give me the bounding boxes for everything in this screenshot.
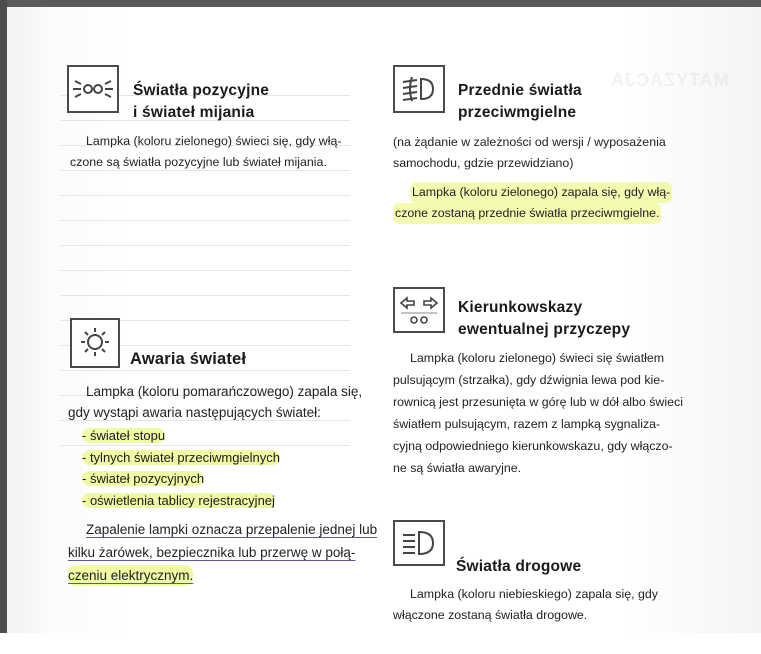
front-fog-sub-1: (na żądanie w zależności od wersji / wyposażenia <box>393 135 666 149</box>
front-fog-sub-2: samochodu, gdzie przewidziano) <box>393 156 574 170</box>
front-fog-lights-icon <box>395 67 443 111</box>
high-beam-icon <box>395 522 443 564</box>
front-fog-title-1: Przednie światła <box>458 82 582 99</box>
turn-signals-text-5: cyjną odpowiedniego kierunkowskazu, gdy włączo- <box>393 439 673 453</box>
light-failure-list <box>76 425 280 511</box>
position-lights-text-1: Lampka (koloru zielonego) świeci się, gdy włą- <box>86 134 342 148</box>
front-fog-text-2: czone zostaną przednie światła przeciwmgielne. <box>393 203 661 224</box>
turn-signals-icon-box <box>393 287 445 333</box>
light-failure-note-3: czeniu elektrycznym. <box>68 565 193 586</box>
turn-signals-title-2: ewentualnej przyczepy <box>458 321 631 338</box>
position-lights-title-2: i świateł mijania <box>133 104 255 121</box>
position-lights-icon-box <box>67 65 119 113</box>
bulb-failure-icon-box <box>70 318 120 368</box>
turn-signals-trailer-icon <box>395 289 443 331</box>
position-lights-text-2: czone są światła pozycyjne lub świateł mijania. <box>70 155 327 169</box>
list-item: - oświetlenia tablicy rejestracyjnej <box>82 492 275 508</box>
turn-signals-text-1: Lampka (koloru zielonego) świeci się światłem <box>410 351 665 365</box>
scan-bottom-margin <box>0 633 761 654</box>
list-item: - świateł stopu <box>82 428 166 443</box>
high-beam-icon-box <box>393 520 445 566</box>
front-fog-text-1: Lampka (koloru zielonego) zapala się, gdy włą- <box>410 182 672 203</box>
high-beam-text-2: włączone zostaną światła drogowe. <box>393 608 588 622</box>
light-failure-text-2: gdy wystąpi awaria następujących świateł: <box>68 405 321 420</box>
scan-top-edge <box>0 0 761 7</box>
turn-signals-text-3: rownicą jest przesunięta w górę lub w dół albo świeci <box>393 395 683 409</box>
front-fog-title-2: przeciwmgielne <box>458 104 577 121</box>
front-fog-icon-box <box>393 65 445 113</box>
turn-signals-text-6: ne są światła awaryjne. <box>393 461 522 475</box>
turn-signals-text-4: światłem pulsującym, razem z lampką sygnaliza- <box>393 417 661 431</box>
position-lights-icon <box>69 67 117 111</box>
position-lights-title-1: Światła pozycyjne <box>133 82 270 99</box>
light-failure-note-2: kilku żarówek, bezpiecznika lub przerwę w połą- <box>68 545 356 560</box>
light-failure-note-1: Zapalenie lampki oznacza przepalenie jednej lub <box>86 522 378 537</box>
light-failure-title: Awaria świateł <box>130 350 247 368</box>
bulb-failure-icon <box>72 320 118 366</box>
list-item: - tylnych świateł przeciwmgielnych <box>82 449 280 465</box>
turn-signals-text-2: pulsującym (strzałka), gdy dźwignia lewa pod kie- <box>393 373 665 387</box>
list-item: - świateł pozycyjnych <box>82 471 205 486</box>
high-beam-text-1: Lampka (koloru niebieskiego) zapala się, gdy <box>410 587 658 601</box>
high-beam-title: Światła drogowe <box>456 558 582 575</box>
scan-left-edge <box>0 0 7 654</box>
bleed-through-header: MATYZACJA <box>610 70 729 90</box>
light-failure-text-1: Lampka (koloru pomarańczowego) zapala się, <box>86 384 363 399</box>
turn-signals-title-1: Kierunkowskazy <box>458 299 583 316</box>
